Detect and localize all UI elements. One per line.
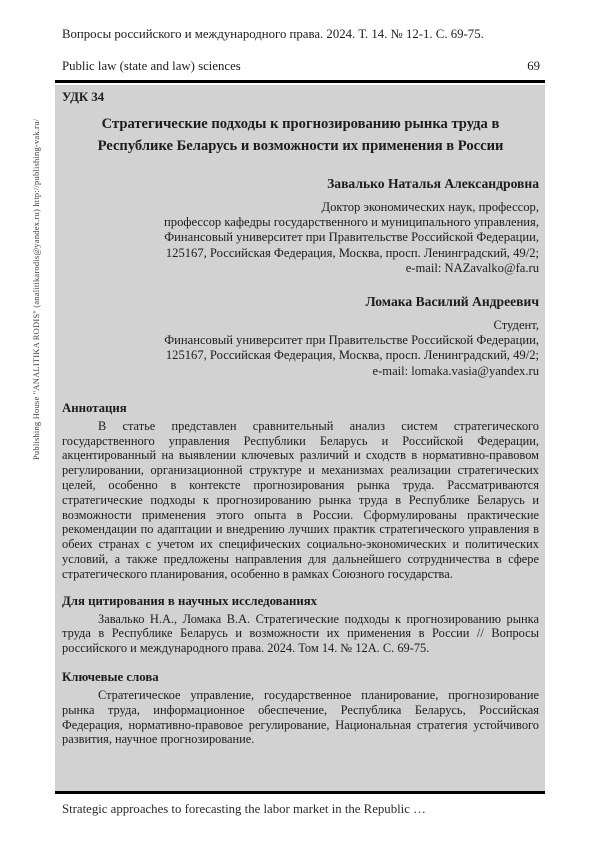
journal-header: Вопросы российского и международного права. 2024. Т. 14. № 12-1. С. 69-75. bbox=[62, 27, 484, 41]
udc-label: УДК 34 bbox=[62, 90, 105, 104]
top-rule bbox=[55, 80, 545, 83]
author-email: e-mail: NAZavalko@fa.ru bbox=[405, 260, 539, 275]
bottom-rule bbox=[55, 791, 545, 794]
footer-running-title: Strategic approaches to forecasting the labor market in the Republic … bbox=[62, 802, 426, 817]
author-block bbox=[62, 176, 539, 276]
affiliation-line: 125167, Российская Федерация, Москва, просп. Ленинградский, 49/2; bbox=[165, 245, 539, 260]
abstract-heading: Аннотация bbox=[62, 400, 127, 415]
affiliation-line: Финансовый университет при Правительстве Российской Федерации, bbox=[164, 230, 539, 245]
keywords-section bbox=[62, 670, 539, 747]
affiliation-line: Финансовый университет при Правительстве Российской Федерации, bbox=[164, 333, 539, 348]
citation-text: Завалько Н.А., Ломака В.А. Стратегические подходы к прогнозированию рынка труда в Республике Беларусь и возможности их применения в России // Вопросы российского и международного права. 2024. Том 14. № 12А. С. 69-75. bbox=[62, 611, 539, 656]
article-title: Стратегические подходы к прогнозированию рынка труда в Республике Беларусь и возможности их применения в России bbox=[97, 116, 504, 154]
keywords-text: Стратегическое управление, государственное планирование, прогнозирование рынка труда, информационное обеспечение, Республика Беларусь, Российская Федерация, нормативно-правовое регулирование, Национальная стратегия устойчивого развития, научное прогнозирование. bbox=[62, 687, 539, 747]
author-block bbox=[62, 294, 539, 379]
affiliation-line: профессор кафедры государственного и муниципального управления, bbox=[164, 215, 539, 230]
publisher-watermark: Publishing House "ANALITIKA RODIS" (analitikarodis@yandex.ru) http://publishing-vak.ru/ bbox=[31, 118, 41, 460]
author-affiliation bbox=[62, 200, 539, 276]
citation-heading: Для цитирования в научных исследованиях bbox=[62, 593, 318, 608]
affiliation-line: 125167, Российская Федерация, Москва, просп. Ленинградский, 49/2; bbox=[165, 348, 539, 363]
affiliation-line: Студент, bbox=[493, 318, 539, 333]
keywords-heading: Ключевые слова bbox=[62, 669, 159, 684]
author-email: e-mail: lomaka.vasia@yandex.ru bbox=[372, 363, 539, 378]
affiliation-line: Доктор экономических наук, профессор, bbox=[321, 200, 539, 214]
abstract-section bbox=[62, 401, 539, 582]
page-number: 69 bbox=[527, 59, 540, 73]
running-head bbox=[55, 59, 545, 74]
article-highlight-box bbox=[55, 85, 545, 791]
author-affiliation bbox=[62, 318, 539, 379]
abstract-text: В статье представлен сравнительный анализ систем стратегического государственного управления Республики Беларусь и Российской Федерации, акцентированный на выявлении ключевых различий и сходств в нормативно-правовом регулировании, организационной структуре и механизмах реализации стратегических целей, особенно в контексте прогнозирования рынка труда. Рассматриваются стратегические подходы к прогнозированию рынка труда в Республике Беларусь и возможности применения этого опыта в России. Сформулированы практические рекомендации по адаптации и внедрению лучших практик стратегического управления в обеих странах с учетом их специфических социально-экономических и политических условий, а также предложены направления для дальнейшего сотрудничества в сфере стратегического планирования, особенно в рамках Союзного государства. bbox=[62, 418, 539, 581]
author-name: Завалько Наталья Александровна bbox=[327, 176, 539, 191]
page-content bbox=[55, 0, 545, 817]
author-name: Ломака Василий Андреевич bbox=[365, 294, 539, 310]
citation-section bbox=[62, 594, 539, 656]
science-section-label: Public law (state and law) sciences bbox=[62, 59, 241, 73]
